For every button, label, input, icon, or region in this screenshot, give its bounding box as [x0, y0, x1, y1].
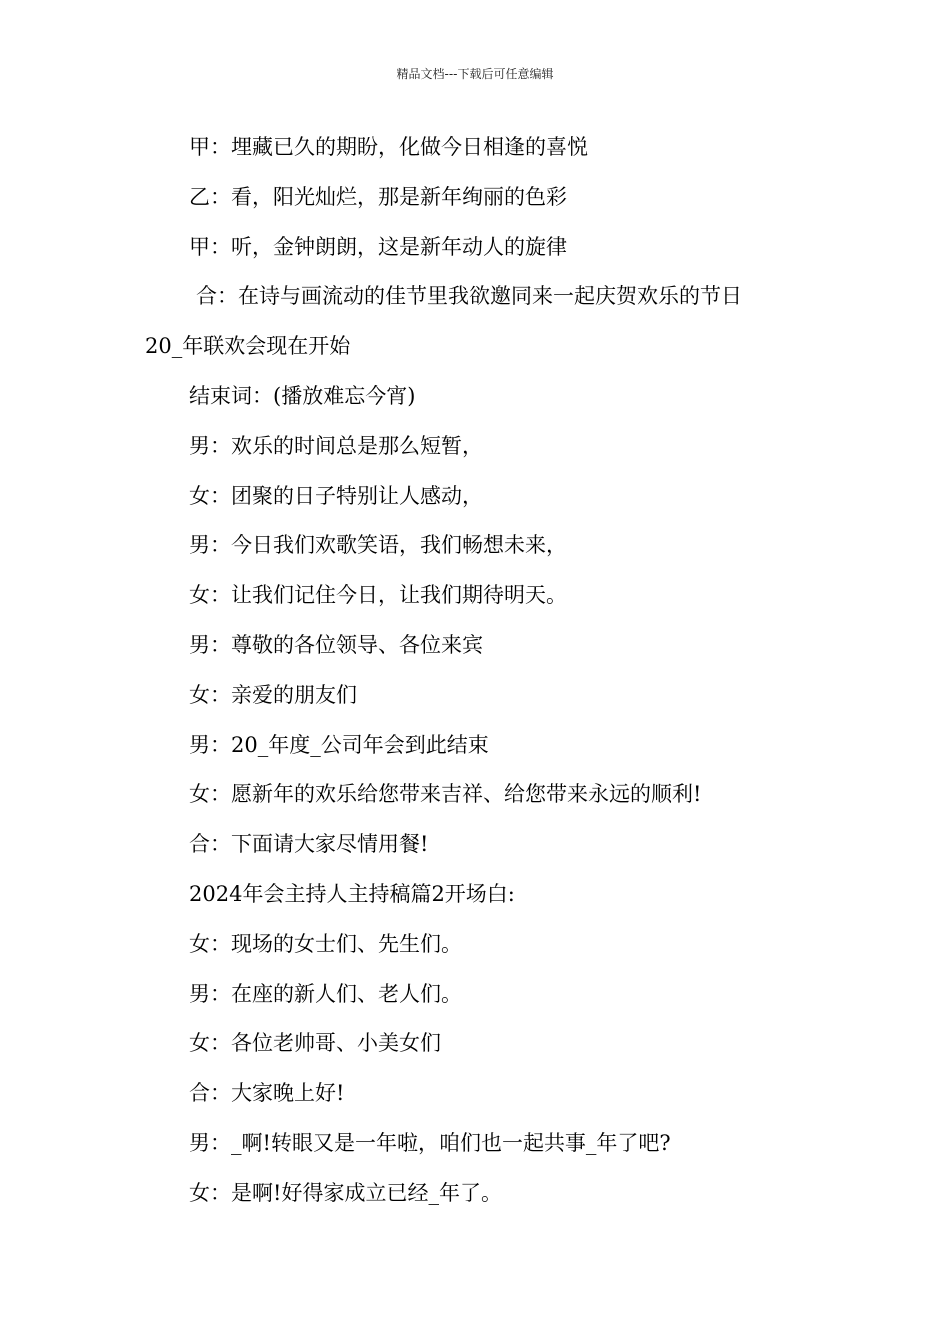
paragraph: 男：在座的新人们、老人们。 [189, 981, 462, 1006]
paragraph: 男：_啊!转眼又是一年啦，咱们也一起共事_年了吧? [189, 1130, 671, 1155]
page-header: 精品文档---下载后可任意编辑 [396, 67, 554, 81]
document-body [145, 131, 825, 1227]
paragraph-continuation: 20_年联欢会现在开始 [145, 334, 351, 359]
paragraph: 女：团聚的日子特别让人感动， [189, 483, 483, 508]
paragraph: 女：愿新年的欢乐给您带来吉祥、给您带来永远的顺利! [189, 782, 702, 807]
paragraph: 合：在诗与画流动的佳节里我欲邀同来一起庆贺欢乐的节日 [196, 284, 742, 309]
paragraph: 男：欢乐的时间总是那么短暂， [189, 433, 483, 458]
paragraph: 女：各位老帅哥、小美女们 [189, 1031, 441, 1056]
section-heading: 2024年会主持人主持稿篇2开场白: [189, 881, 515, 906]
paragraph: 乙：看，阳光灿烂，那是新年绚丽的色彩 [189, 184, 567, 209]
paragraph: 甲：听，金钟朗朗，这是新年动人的旋律 [189, 234, 567, 259]
paragraph: 男：20_年度_公司年会到此结束 [189, 732, 489, 757]
paragraph: 男：尊敬的各位领导、各位来宾 [189, 632, 483, 657]
paragraph: 女：现场的女士们、先生们。 [189, 931, 462, 956]
paragraph: 女：是啊!好得家成立已经_年了。 [189, 1180, 502, 1205]
paragraph: 女：让我们记住今日，让我们期待明天。 [189, 583, 567, 608]
paragraph: 甲：埋藏已久的期盼，化做今日相逢的喜悦 [189, 135, 588, 159]
paragraph: 女：亲爱的朋友们 [189, 682, 357, 707]
closing-remarks-heading: 结束词：(播放难忘今宵) [189, 383, 416, 408]
paragraph: 合：大家晚上好! [189, 1081, 345, 1106]
paragraph: 男：今日我们欢歌笑语，我们畅想未来， [189, 533, 567, 558]
paragraph: 合：下面请大家尽情用餐! [189, 832, 429, 857]
